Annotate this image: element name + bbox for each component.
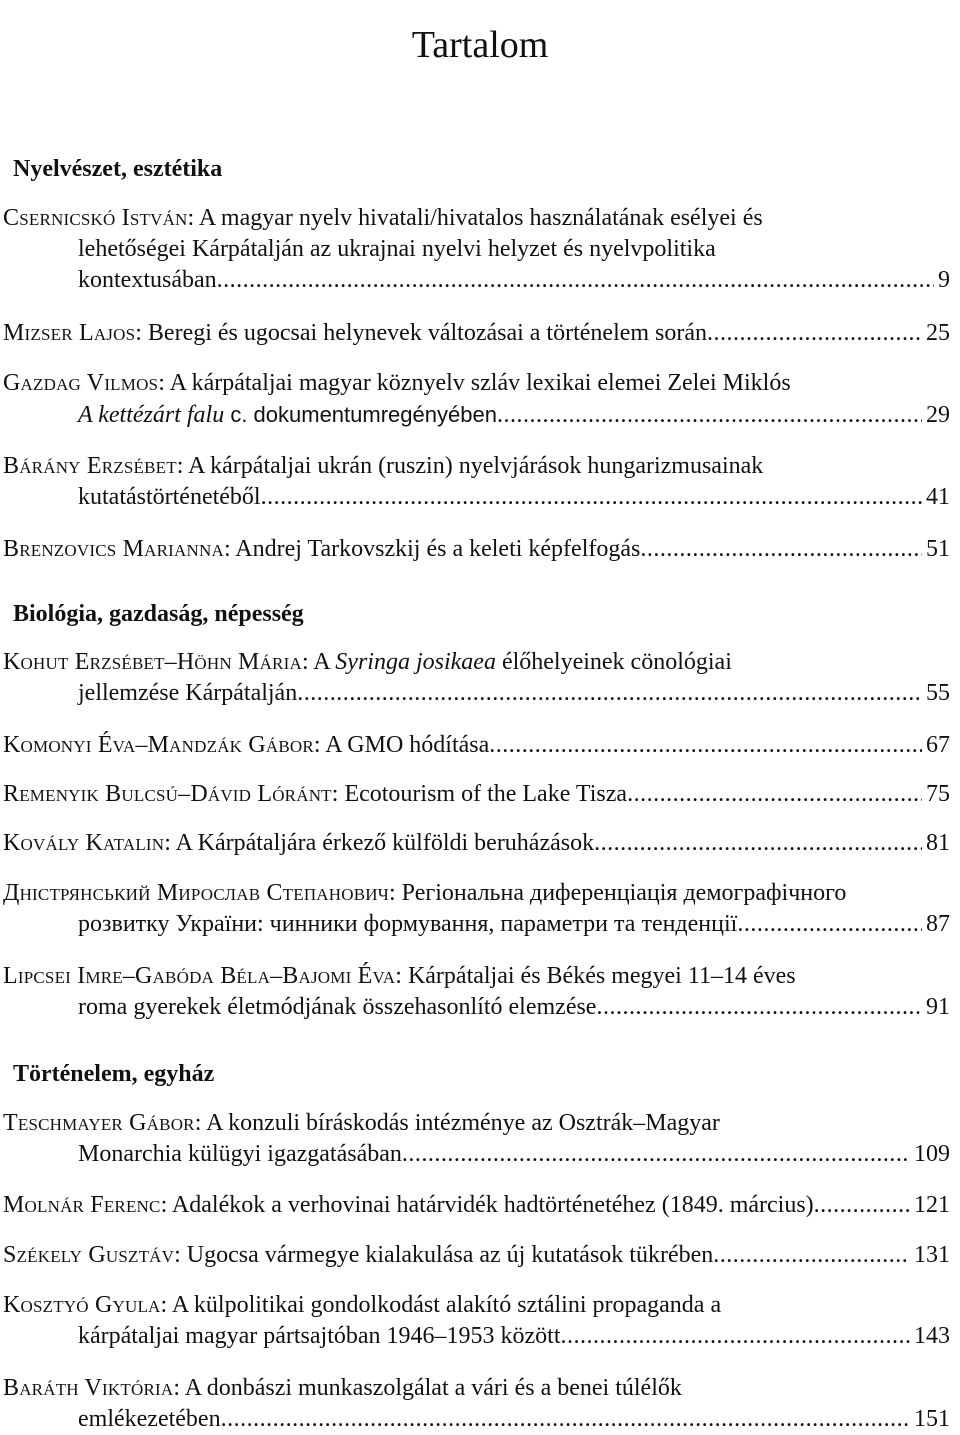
entry-author: Lipcsei Imre–Gabóda Béla–Bajomi Éva	[3, 963, 396, 989]
entry-page: 9	[938, 267, 950, 293]
entry-page: 91	[926, 994, 950, 1020]
entry-title: Beregi és ugocsai helynevek változásai a történelem során	[147, 320, 708, 346]
entry-title: Kárpátaljai és Békés megyei 11–14 éves	[407, 963, 796, 989]
entry-page: 25	[926, 320, 950, 346]
entry-author: Komonyi Éva–Mandzák Gábor	[3, 732, 314, 758]
toc-entry[interactable]: Székely Gusztáv: Ugocsa vármegye kialakulása az új kutatások tükrében ..... 131	[0, 1240, 960, 1271]
leader-dots	[737, 909, 922, 940]
entry-page: 29	[926, 402, 950, 428]
entry-title: Monarchia külügyi igazgatásában	[78, 1141, 402, 1167]
leader-dots	[594, 828, 922, 859]
entry-author: Brenzovics Marianna	[3, 536, 224, 562]
toc-entry[interactable]: Mizser Lajos: Beregi és ugocsai helynevek változásai a történelem során ..... 25	[0, 318, 960, 349]
leader-dots	[402, 1139, 910, 1170]
entry-title: kontextusában	[78, 267, 217, 293]
leader-dots	[497, 400, 922, 430]
entry-title: jellemzése Kárpátalján	[78, 680, 298, 706]
toc-entry[interactable]: Brenzovics Marianna: Andrej Tarkovszkij és a keleti képfelfogás ..... 51	[0, 534, 960, 565]
entry-title: Ugocsa vármegye kialakulása az új kutatások tükrében	[186, 1242, 714, 1268]
entry-title-italic: A kettézárt falu	[78, 402, 225, 428]
entry-title: Ecotourism of the Lake Tisza	[344, 781, 628, 807]
entry-page: 131	[914, 1242, 950, 1268]
entry-title: A magyar nyelv hivatali/hivatalos használatának esélyei és	[198, 205, 763, 231]
entry-title: Adalékok a verhovinai határvidék hadtörténetéhez (1849. március)	[171, 1192, 814, 1218]
entry-page: 143	[914, 1323, 950, 1349]
entry-author: Kovály Katalin	[3, 830, 165, 856]
entry-author: Remenyik Bulcsú–Dávid Lóránt	[3, 781, 332, 807]
entry-author: Дністрянський Мирослав Степанович	[3, 880, 389, 906]
entry-author: Csernicskó István	[3, 205, 188, 231]
leader-dots	[561, 1321, 910, 1352]
entry-page: 151	[914, 1406, 950, 1432]
toc-entry[interactable]: Gazdag Vilmos: A kárpátaljai magyar köznyelv szláv lexikai elemei Zelei Miklós A kettézárt falu c. dokumentumregényében ..... 29	[0, 368, 960, 430]
toc-entry[interactable]: Kovály Katalin: A Kárpátaljára érkező külföldi beruházások ..... 81	[0, 828, 960, 859]
entry-title: A donbászi munkaszolgálat a vári és a benei túlélők	[184, 1375, 682, 1401]
toc-entry[interactable]: Komonyi Éva–Mandzák Gábor: A GMO hódítása ..... 67	[0, 730, 960, 761]
entry-title-italic: Syringa josikaea	[335, 649, 496, 675]
entry-page: 41	[926, 484, 950, 510]
entry-author: Baráth Viktória	[3, 1375, 174, 1401]
entry-title: kutatástörténetéből	[78, 484, 261, 510]
entry-title: lehetőségei Kárpátalján az ukrajnai nyelvi helyzet és nyelvpolitika	[78, 236, 716, 262]
leader-dots	[221, 1404, 910, 1435]
entry-title: Регіональна диференціація демографічного	[401, 880, 847, 906]
toc-entry[interactable]: Lipcsei Imre–Gabóda Béla–Bajomi Éva: Kárpátaljai és Békés megyei 11–14 éves roma gyerekek életmódjának összehasonlító elemzése ..... 91	[0, 961, 960, 1023]
toc-entry[interactable]: Дністрянський Мирослав Степанович: Регіональна диференціація демографічного розвитку України: чинники формування, параметри та тенденції ..... 87	[0, 878, 960, 940]
toc-entry[interactable]: Csernicskó István: A magyar nyelv hivatali/hivatalos használatának esélyei és lehetőségei Kárpátalján az ukrajnai nyelvi helyzet és nyelvpolitika kontextusában ..... 9	[0, 203, 960, 296]
entry-page: 109	[914, 1141, 950, 1167]
entry-title: roma gyerekek életmódjának összehasonlító elemzése	[78, 994, 597, 1020]
entry-page: 121	[914, 1192, 950, 1218]
toc-entry[interactable]: Teschmayer Gábor: A konzuli bíráskodás intézménye az Osztrák–Magyar Monarchia külügyi igazgatásában ..... 109	[0, 1108, 960, 1170]
entry-page: 75	[926, 781, 950, 807]
section-heading: Biológia, gazdaság, népesség	[13, 601, 304, 627]
entry-title: A kárpátaljai magyar köznyelv szláv lexikai elemei Zelei Miklós	[169, 370, 791, 396]
entry-author: Mizser Lajos	[3, 320, 136, 346]
leader-dots	[297, 678, 922, 709]
toc-entry[interactable]: Kosztyó Gyula: A külpolitikai gondolkodást alakító sztálini propaganda a kárpátaljai magyar pártsajtóban 1946–1953 között ..... 143	[0, 1290, 960, 1352]
entry-page: 55	[926, 680, 950, 706]
entry-title: A	[313, 649, 336, 675]
leader-dots	[713, 1240, 910, 1271]
leader-dots	[640, 534, 922, 565]
entry-title: розвитку України: чинники формування, параметри та тенденції	[78, 911, 738, 937]
entry-page: 81	[926, 830, 950, 856]
page-title: Tartalom	[411, 24, 549, 67]
entry-title: A külpolitikai gondolkodást alakító sztálini propaganda a	[171, 1292, 722, 1318]
toc-entry[interactable]: Bárány Erzsébet: A kárpátaljai ukrán (ruszin) nyelvjárások hungarizmusainak kutatástörténetéből ..... 41	[0, 451, 960, 513]
entry-author: Kohut Erzsébet–Höhn Mária	[3, 649, 302, 675]
leader-dots	[489, 730, 922, 761]
entry-page: 87	[926, 911, 950, 937]
leader-dots	[814, 1190, 910, 1221]
entry-title: A Kárpátaljára érkező külföldi beruházások	[175, 830, 595, 856]
leader-dots	[627, 779, 922, 810]
leader-dots	[707, 318, 922, 349]
entry-author: Bárány Erzsébet	[3, 453, 177, 479]
entry-title: A konzuli bíráskodás intézménye az Osztrák–Magyar	[206, 1110, 720, 1136]
toc-entry[interactable]: Baráth Viktória: A donbászi munkaszolgálat a vári és a benei túlélők emlékezetében ..... 151	[0, 1373, 960, 1435]
entry-title: kárpátaljai magyar pártsajtóban 1946–1953 között	[78, 1323, 561, 1349]
section-heading: Nyelvészet, esztétika	[13, 156, 223, 182]
entry-title: Andrej Tarkovszkij és a keleti képfelfogás	[235, 536, 641, 562]
entry-author: Székely Gusztáv	[3, 1242, 175, 1268]
entry-title: c. dokumentumregényében	[224, 402, 497, 427]
entry-author: Kosztyó Gyula	[3, 1292, 161, 1318]
section-heading: Történelem, egyház	[13, 1061, 215, 1087]
entry-title: emlékezetében	[78, 1406, 221, 1432]
toc-entry[interactable]: Kohut Erzsébet–Höhn Mária: A Syringa josikaea élőhelyeinek cönológiai jellemzése Kárpátalján ..... 55	[0, 647, 960, 709]
leader-dots	[596, 992, 922, 1023]
entry-page: 67	[926, 732, 950, 758]
toc-entry[interactable]: Molnár Ferenc: Adalékok a verhovinai határvidék hadtörténetéhez (1849. március) ..... 121	[0, 1190, 960, 1221]
entry-title: A kárpátaljai ukrán (ruszin) nyelvjárások hungarizmusainak	[188, 453, 764, 479]
entry-title: A GMO hódítása	[325, 732, 490, 758]
entry-page: 51	[926, 536, 950, 562]
entry-author: Teschmayer Gábor	[3, 1110, 195, 1136]
toc-entry[interactable]: Remenyik Bulcsú–Dávid Lóránt: Ecotourism of the Lake Tisza ..... 75	[0, 779, 960, 810]
entry-author: Molnár Ferenc	[3, 1192, 161, 1218]
leader-dots	[261, 482, 922, 513]
leader-dots	[217, 265, 934, 296]
entry-author: Gazdag Vilmos	[3, 370, 159, 396]
entry-title: élőhelyeinek cönológiai	[495, 649, 732, 675]
